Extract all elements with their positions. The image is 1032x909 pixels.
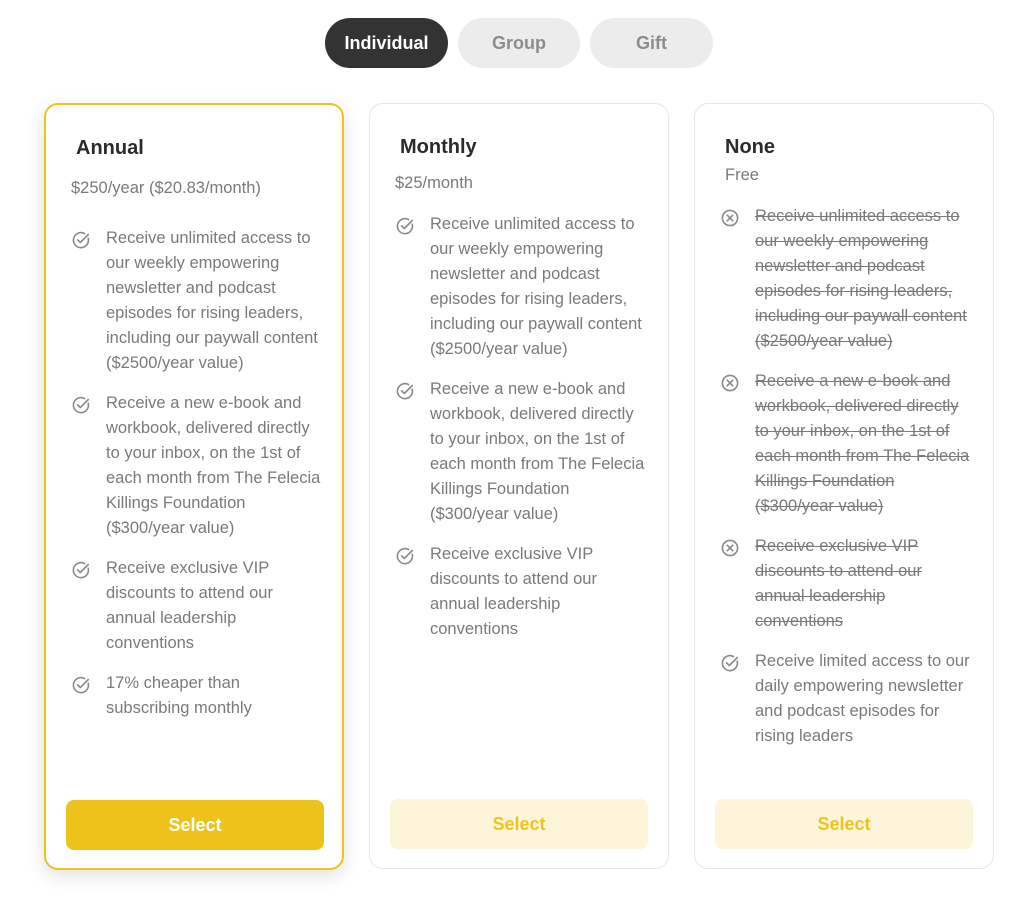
plan-card-annual[interactable] (44, 103, 344, 870)
plan-price: $250/year ($20.83/month) (71, 179, 261, 197)
feature-item (395, 377, 650, 527)
plan-type-tabs (0, 18, 1032, 68)
plan-price: Free (725, 166, 759, 184)
feature-item (720, 204, 975, 354)
plan-card-monthly[interactable] (369, 103, 669, 869)
check-circle-icon (395, 381, 415, 401)
check-circle-icon (720, 653, 740, 673)
x-circle-icon (720, 538, 740, 558)
feature-text: Receive unlimited access to our weekly empowering newsletter and podcast episodes for rising leaders, including our paywall content ($2500/year value) (430, 215, 642, 358)
feature-text: Receive exclusive VIP discounts to attend our annual leadership conventions (755, 537, 922, 630)
feature-text: Receive exclusive VIP discounts to attend our annual leadership conventions (430, 545, 597, 638)
feature-item (71, 391, 324, 541)
feature-item (71, 556, 324, 656)
feature-item (71, 226, 324, 376)
feature-text: 17% cheaper than subscribing monthly (106, 674, 252, 717)
plan-price: $25/month (395, 174, 473, 192)
check-circle-icon (71, 560, 91, 580)
feature-text: Receive exclusive VIP discounts to attend our annual leadership conventions (106, 559, 273, 652)
check-circle-icon (71, 675, 91, 695)
feature-item (395, 542, 650, 642)
feature-text: Receive unlimited access to our weekly empowering newsletter and podcast episodes for rising leaders, including our paywall content ($2500/year value) (106, 229, 318, 372)
feature-item (71, 671, 324, 721)
x-circle-icon (720, 208, 740, 228)
plan-name: Monthly (400, 136, 477, 158)
select-monthly-button[interactable]: Select (390, 799, 648, 849)
x-circle-icon (720, 373, 740, 393)
tab-individual[interactable]: Individual (325, 18, 448, 68)
tab-group[interactable]: Group (458, 18, 580, 68)
feature-text: Receive limited access to our daily empowering newsletter and podcast episodes for rising leaders (755, 652, 970, 745)
check-circle-icon (71, 395, 91, 415)
feature-text: Receive unlimited access to our weekly empowering newsletter and podcast episodes for rising leaders, including our paywall content ($2500/year value) (755, 207, 967, 350)
plan-card-none[interactable] (694, 103, 994, 869)
feature-text: Receive a new e-book and workbook, delivered directly to your inbox, on the 1st of each month from The Felecia Killings Foundation ($300/year value) (430, 380, 645, 523)
check-circle-icon (71, 230, 91, 250)
check-circle-icon (395, 216, 415, 236)
plan-name: None (725, 136, 775, 158)
feature-item (720, 534, 975, 634)
feature-list (71, 226, 324, 736)
feature-text: Receive a new e-book and workbook, delivered directly to your inbox, on the 1st of each month from The Felecia Killings Foundation ($300/year value) (755, 372, 970, 515)
feature-text: Receive a new e-book and workbook, delivered directly to your inbox, on the 1st of each month from The Felecia Killings Foundation ($300/year value) (106, 394, 321, 537)
tab-gift[interactable]: Gift (590, 18, 713, 68)
feature-item (720, 369, 975, 519)
select-none-button[interactable]: Select (715, 799, 973, 849)
feature-list (720, 204, 975, 764)
plan-name: Annual (76, 137, 144, 159)
feature-list (395, 212, 650, 657)
feature-item (395, 212, 650, 362)
check-circle-icon (395, 546, 415, 566)
select-annual-button[interactable]: Select (66, 800, 324, 850)
feature-item (720, 649, 975, 749)
